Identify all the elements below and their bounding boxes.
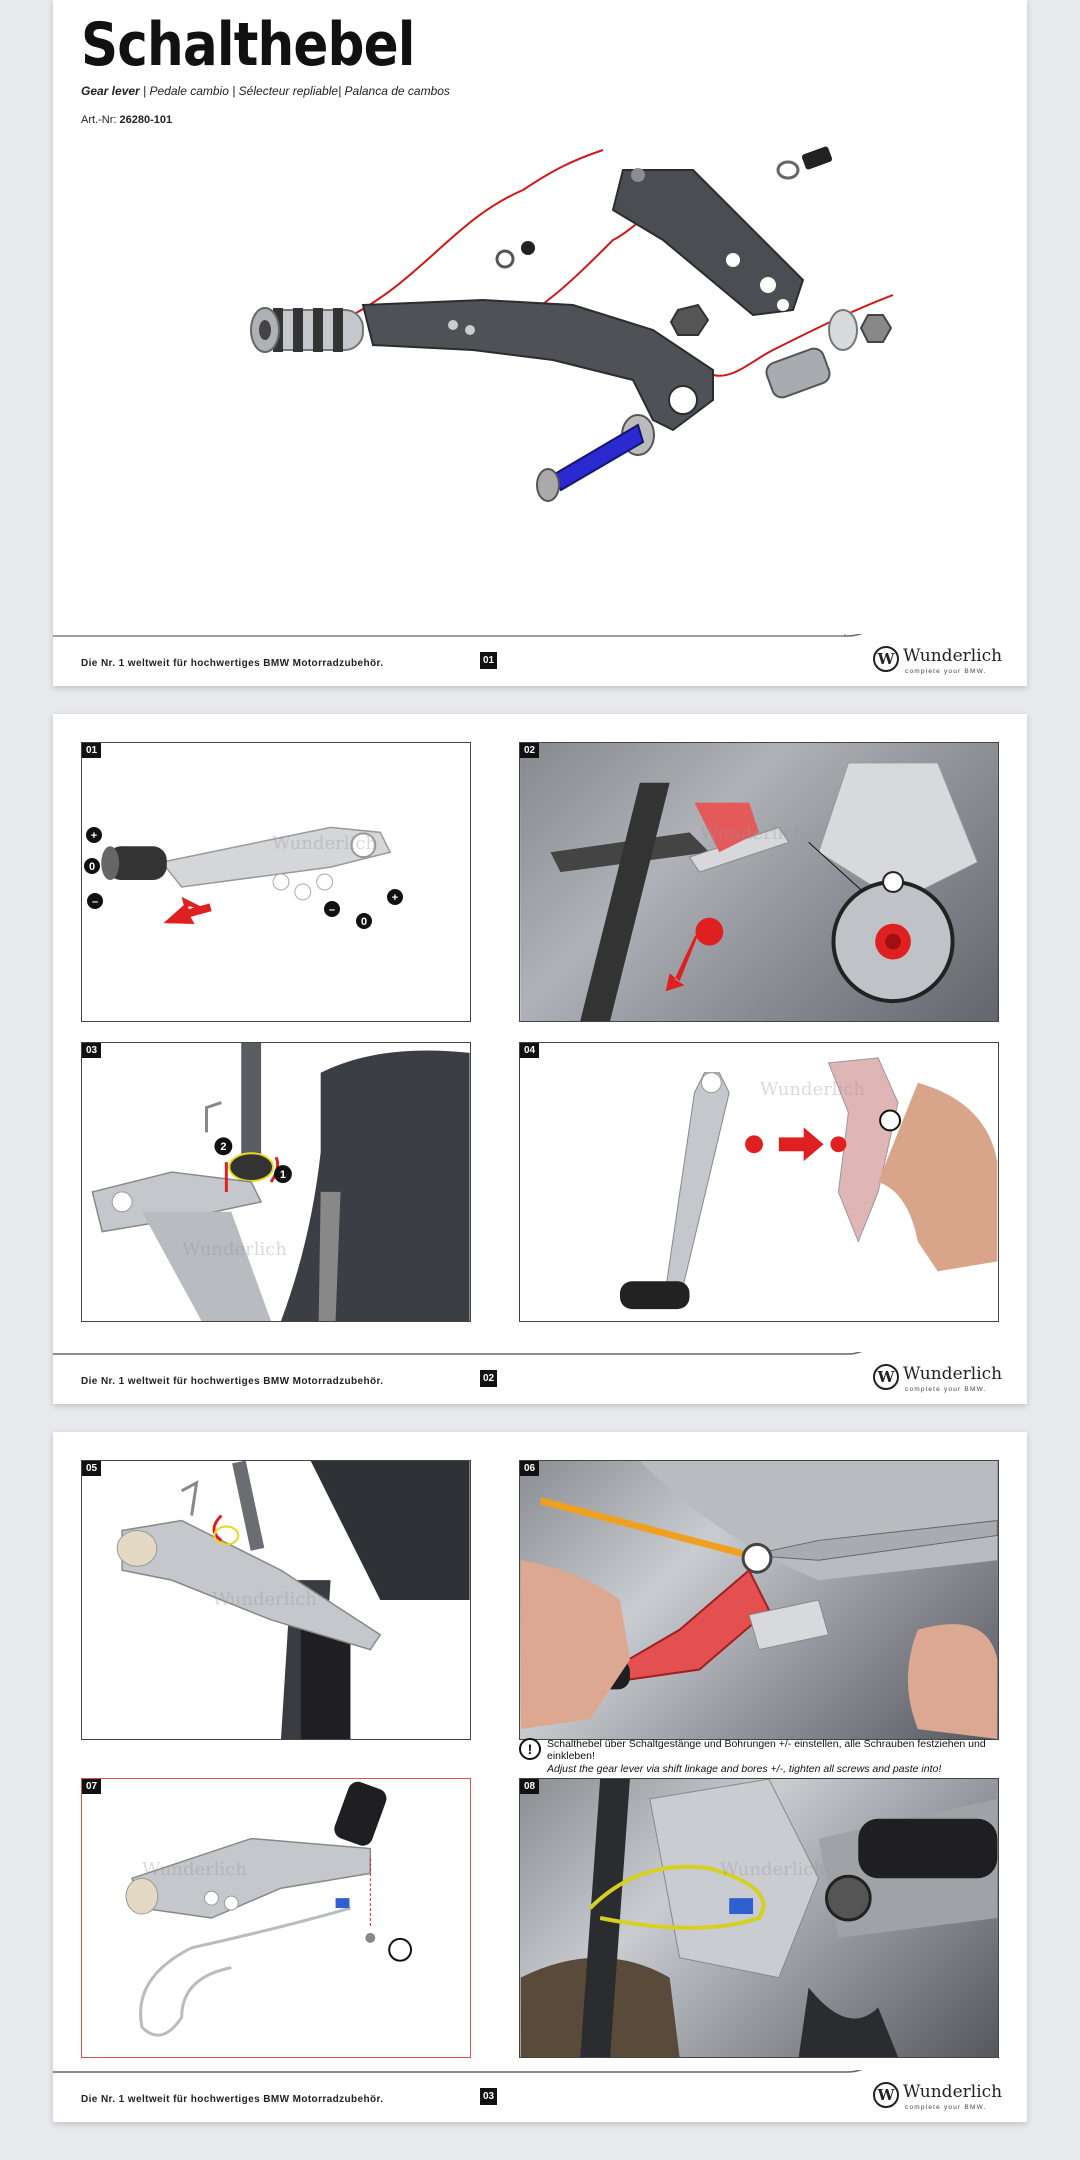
warning-icon: ! (519, 1738, 541, 1760)
wunderlich-logo-icon: W (873, 646, 899, 672)
marker-plus: + (90, 830, 98, 842)
step-03-panel (81, 1042, 471, 1322)
article-number (81, 114, 172, 126)
page-1 (53, 0, 1027, 686)
product-subtitle (81, 84, 450, 98)
footer-slogan: Die Nr. 1 weltweit für hochwertiges BMW Motorradzubehör. (81, 658, 384, 669)
step-04-panel (519, 1042, 999, 1322)
brand-logo (873, 2080, 1003, 2116)
step-label: 06 (520, 1461, 539, 1476)
step-label: 02 (520, 743, 539, 758)
step-03-illustration (82, 1043, 470, 1321)
marker-zero: 0 (360, 916, 368, 928)
watermark: Wunderlich (700, 823, 805, 844)
step-02-illustration (520, 743, 998, 1021)
page-footer (53, 1352, 1027, 1404)
note-german: Schalthebel über Schaltgestänge und Bohrungen +/- einstellen, alle Schrauben festziehen und einkleben! (547, 1738, 986, 1762)
marker-zero: 0 (88, 861, 96, 873)
brand-tagline: complete your BMW. (905, 1386, 987, 1393)
subtitle-translations: | Pedale cambio | Sélecteur repliable| Palanca de cambos (139, 84, 450, 98)
brand-logo (873, 644, 1003, 680)
marker-plus: + (391, 892, 399, 904)
watermark: Wunderlich (212, 1589, 317, 1610)
bracket-part (613, 170, 803, 315)
step-02-panel (519, 742, 999, 1022)
note-english: Adjust the gear lever via shift linkage and bores +/-, tighten all screws and paste into! (547, 1763, 942, 1775)
wunderlich-logo-icon: W (873, 1364, 899, 1390)
step-04-illustration (520, 1043, 998, 1321)
step-01-panel (81, 742, 471, 1022)
brand-name: Wunderlich (903, 646, 1003, 666)
watermark: Wunderlich (760, 1079, 865, 1100)
brand-logo (873, 1362, 1003, 1398)
step-08-illustration (520, 1779, 998, 2057)
page-footer (53, 634, 1027, 686)
foot-peg-part (251, 308, 363, 352)
step-label: 08 (520, 1779, 539, 1794)
page-number: 03 (480, 2088, 497, 2105)
marker-2: 2 (220, 1141, 227, 1154)
article-number-label: Art.-Nr: (81, 114, 120, 126)
step-07-illustration (82, 1779, 470, 2057)
watermark: Wunderlich (182, 1239, 287, 1260)
marker-minus: – (91, 896, 99, 908)
step-label: 05 (82, 1461, 101, 1476)
article-number-value: 26280-101 (119, 114, 173, 126)
watermark: Wunderlich (142, 1859, 247, 1880)
footer-slogan: Die Nr. 1 weltweit für hochwertiges BMW Motorradzubehör. (81, 1376, 384, 1387)
footer-slogan: Die Nr. 1 weltweit für hochwertiges BMW Motorradzubehör. (81, 2094, 384, 2105)
page-number: 01 (480, 652, 497, 669)
step-01-markers (82, 743, 470, 1021)
step-05-panel (81, 1460, 471, 1740)
brand-tagline: complete your BMW. (905, 668, 987, 675)
brand-name: Wunderlich (903, 2082, 1003, 2102)
page-number: 02 (480, 1370, 497, 1387)
step-label: 01 (82, 743, 101, 758)
marker-minus: – (328, 904, 336, 916)
subtitle-english: Gear lever (81, 84, 140, 98)
gear-lever-arm (363, 300, 713, 430)
page-footer (53, 2070, 1027, 2122)
step-label: 04 (520, 1043, 539, 1058)
page-2 (53, 714, 1027, 1404)
marker-1: 1 (279, 1169, 286, 1182)
step-08-panel (519, 1778, 999, 2058)
step-05-illustration (82, 1461, 470, 1739)
brand-name: Wunderlich (903, 1364, 1003, 1384)
page-title: Schalthebel (81, 10, 415, 80)
wunderlich-logo-icon: W (873, 2082, 899, 2108)
step-06-illustration (520, 1461, 998, 1739)
watermark: Wunderlich (272, 833, 377, 854)
exploded-view-diagram (193, 130, 953, 530)
watermark: Wunderlich (720, 1859, 825, 1880)
brand-tagline: complete your BMW. (905, 2104, 987, 2111)
page-3 (53, 1432, 1027, 2122)
step-label: 07 (82, 1779, 101, 1794)
step-06-panel (519, 1460, 999, 1740)
step-label: 03 (82, 1043, 101, 1058)
pivot-pin-part (553, 425, 643, 490)
step-07-panel (81, 1778, 471, 2058)
